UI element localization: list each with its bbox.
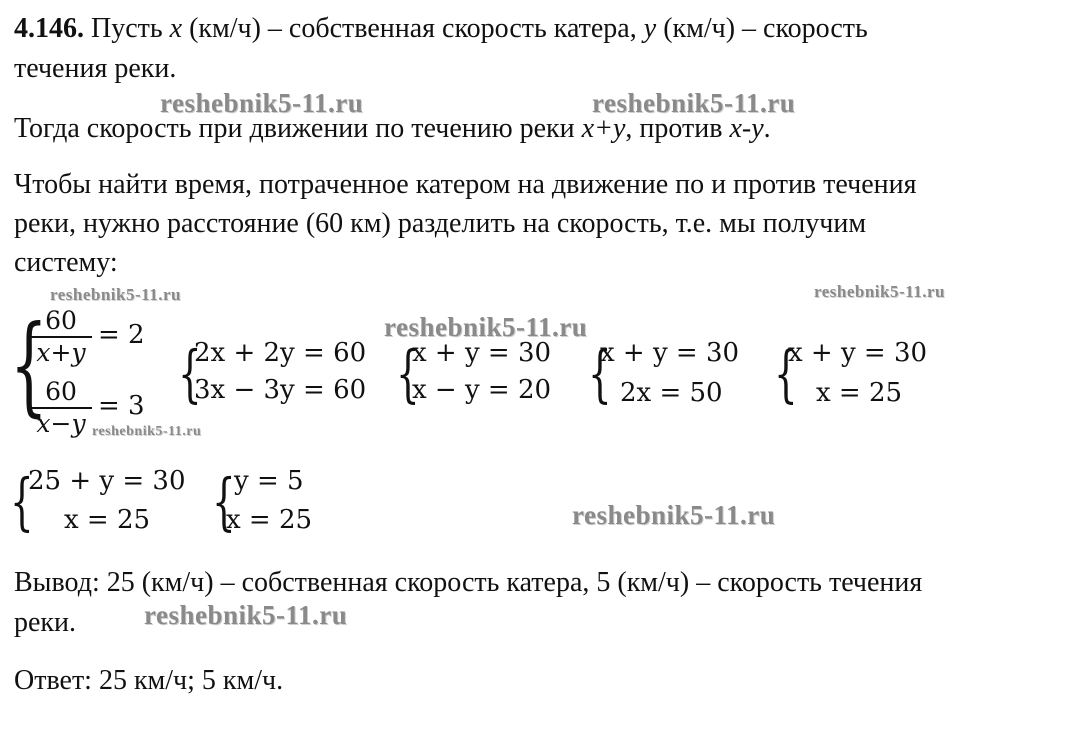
brace-icon: { <box>396 337 420 410</box>
watermark: reshebnik5-11.ru <box>50 285 181 304</box>
watermark: reshebnik5-11.ru <box>814 282 945 301</box>
brace-icon: { <box>588 337 612 410</box>
speeds-line: Тогда скорость при движении по течению реки x+y, против x-y. <box>14 113 771 144</box>
brace-icon: { <box>178 337 202 410</box>
conclusion-line-1: Вывод: 25 (км/ч) – собственная скорость катера, 5 (км/ч) – скорость течения <box>14 567 923 598</box>
time-line-3: систему: <box>14 247 118 278</box>
brace-icon: { <box>212 465 236 538</box>
watermark: reshebnik5-11.ru <box>572 500 776 530</box>
watermark: reshebnik5-11.ru <box>384 312 588 342</box>
conclusion-line-2: реки. <box>14 607 77 638</box>
watermark: reshebnik5-11.ru <box>160 88 364 118</box>
fraction-1-eq: = 2 <box>98 320 145 350</box>
time-line-1: Чтобы найти время, потраченное катером на движение по и против течения <box>14 169 917 200</box>
fraction-1: $\frac{60}{x+y}$ <box>30 306 92 368</box>
fraction-2: $\frac{60}{x-y}$ <box>30 377 92 439</box>
watermark: reshebnik5-11.ru <box>592 88 796 118</box>
brace-icon: { <box>10 303 48 428</box>
watermark: reshebnik5-11.ru <box>92 424 202 439</box>
problem-line-1: 4.146. Пусть x (км/ч) – собственная скорость катера, y (км/ч) – скорость <box>14 13 868 44</box>
brace-icon: { <box>10 465 34 538</box>
answer: Ответ: 25 км/ч; 5 км/ч. <box>14 665 284 696</box>
brace-icon: { <box>774 337 798 410</box>
problem-number: 4.146. <box>14 13 84 44</box>
problem-line-2: течения реки. <box>14 53 177 84</box>
fraction-2-eq: = 3 <box>98 391 145 421</box>
time-line-2: реки, нужно расстояние (60 км) разделить на скорость, т.е. мы получим <box>14 208 867 239</box>
watermark: reshebnik5-11.ru <box>144 600 348 630</box>
